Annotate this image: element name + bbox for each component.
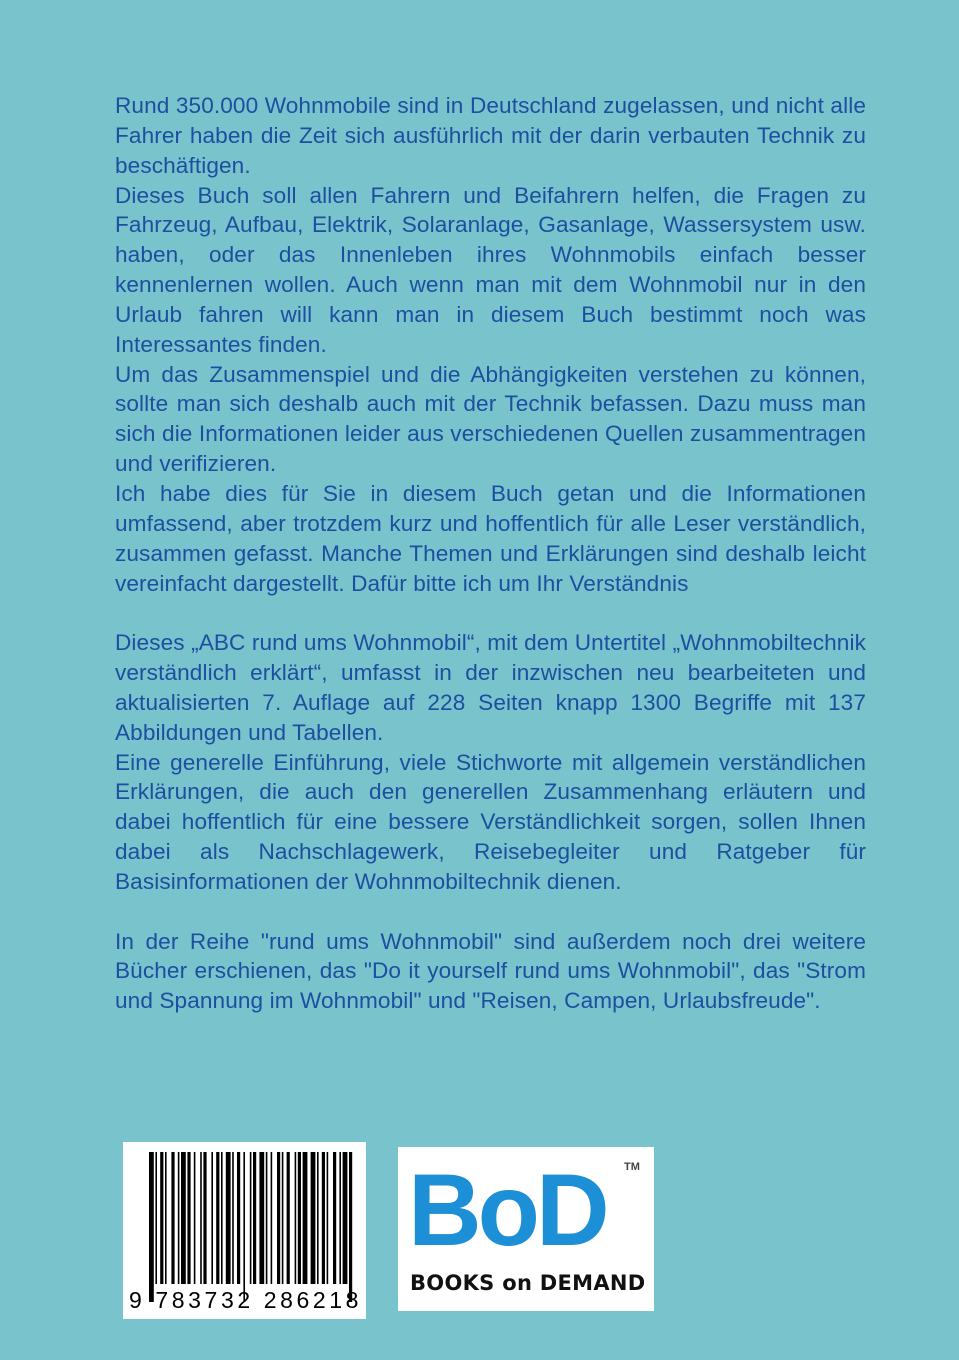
barcode-bar — [178, 1152, 180, 1284]
paragraph-edition: Dieses „ABC rund ums Wohnmobil“, mit dem Untertitel „Wohnmobiltechnik verständlich erklärt“, umfasst in der inzwischen neu bearbeiteten und aktualisierten 7. Auflage auf 228 Seiten knapp 1300 Begriffe mit 137 Abbildungen und Tabellen. — [115, 630, 866, 745]
barcode-bar — [149, 1152, 154, 1302]
barcode-bar — [194, 1152, 196, 1284]
barcode-bar — [311, 1152, 316, 1284]
back-cover-text — [115, 91, 866, 1016]
barcode-bar — [327, 1152, 329, 1284]
barcode-bar — [266, 1152, 268, 1284]
barcode-bar — [203, 1152, 206, 1284]
barcode-bar — [226, 1152, 231, 1284]
paragraph-series: In der Reihe "rund ums Wohnmobil" sind außerdem noch drei weitere Bücher erschienen, das "Do it yourself rund ums Wohnmobil", das "Strom und Spannung im Wohnmobil" und "Reisen, Campen, Urlaubsfreude". — [115, 928, 866, 1014]
logo-trademark: TM — [624, 1161, 640, 1173]
barcode-bar — [282, 1152, 284, 1284]
barcode-bar — [333, 1152, 336, 1284]
isbn-digits: 9 783732 286218 — [129, 1287, 363, 1313]
barcode-bar — [343, 1152, 348, 1284]
paragraph-author-note: Ich habe dies für Sie in diesem Buch getan und die Informationen umfassend, aber trotzdem kurz und hoffentlich für alle Leser verständlich, zusammen gefasst. Manche Themen und Erklärungen sind deshalb leicht vereinfacht dargestellt. Dafür bitte ich um Ihr Verständnis — [115, 480, 866, 596]
barcode-bar — [287, 1152, 290, 1284]
barcode-bar — [259, 1152, 264, 1284]
barcode-bar — [298, 1152, 301, 1284]
paragraph-intro: Rund 350.000 Wohnmobile sind in Deutschland zugelassen, und nicht alle Fahrer haben die Zeit sich ausführlich mit der darin verbauten Technik zu beschäftigen. — [115, 93, 866, 178]
barcode-bar — [181, 1152, 186, 1284]
barcode-bar — [211, 1152, 213, 1284]
logo-wordmark: BoD — [408, 1153, 606, 1267]
barcode-bar — [271, 1152, 273, 1284]
barcode-bar — [232, 1152, 234, 1284]
isbn-barcode — [123, 1142, 366, 1319]
barcode-bar — [165, 1152, 167, 1284]
barcode-bar — [317, 1152, 319, 1284]
barcode-bar — [187, 1152, 190, 1284]
barcode-bar — [253, 1152, 256, 1284]
barcode-bar — [221, 1152, 223, 1284]
barcode-bar — [303, 1152, 308, 1284]
barcode-bar — [349, 1152, 352, 1302]
barcode-bar — [200, 1152, 202, 1284]
barcode-bar — [216, 1152, 219, 1284]
barcode-bar — [243, 1152, 245, 1302]
paragraph-summary: Eine generelle Einführung, viele Stichworte mit allgemein verständlichen Erklärungen, die auch den generellen Zusammenhang erläutern und dabei hoffentlich für eine bessere Verständlichkeit sorgen, sollen Ihnen dabei als Nachschlagewerk, Reisebegleiter und Ratgeber für Basisinformationen der Wohnmobiltechnik dienen. — [115, 749, 866, 894]
barcode-bar — [277, 1152, 280, 1284]
barcode-bar — [295, 1152, 297, 1284]
barcode-bar — [160, 1152, 163, 1284]
barcode-bar — [155, 1152, 157, 1284]
barcode-bar — [322, 1152, 325, 1284]
publisher-logo — [398, 1147, 654, 1311]
paragraph-purpose: Dieses Buch soll allen Fahrern und Beifahrern helfen, die Fragen zu Fahrzeug, Aufbau, Elektrik, Solaranlage, Gasanlage, Wassersystem usw. haben, oder das Innenleben ihres Wohnmobils einfach besser kennenlernen wollen. Auch wenn man mit dem Wohnmobil nur in den Urlaub fahren will kann man in diesem Buch bestimmt noch was Interessantes finden. — [115, 182, 866, 357]
barcode-bar — [339, 1152, 341, 1284]
logo-tagline: BOOKS on DEMAND — [410, 1271, 646, 1295]
barcode-bar — [171, 1152, 174, 1284]
barcode-bar — [237, 1152, 240, 1284]
paragraph-context: Um das Zusammenspiel und die Abhängigkeiten verstehen zu können, sollte man sich deshalb auch mit der Technik befassen. Dazu muss man sich die Informationen leider aus verschiedenen Quellen zusammentragen und verifizieren. — [115, 361, 866, 477]
barcode-bar — [250, 1152, 252, 1284]
